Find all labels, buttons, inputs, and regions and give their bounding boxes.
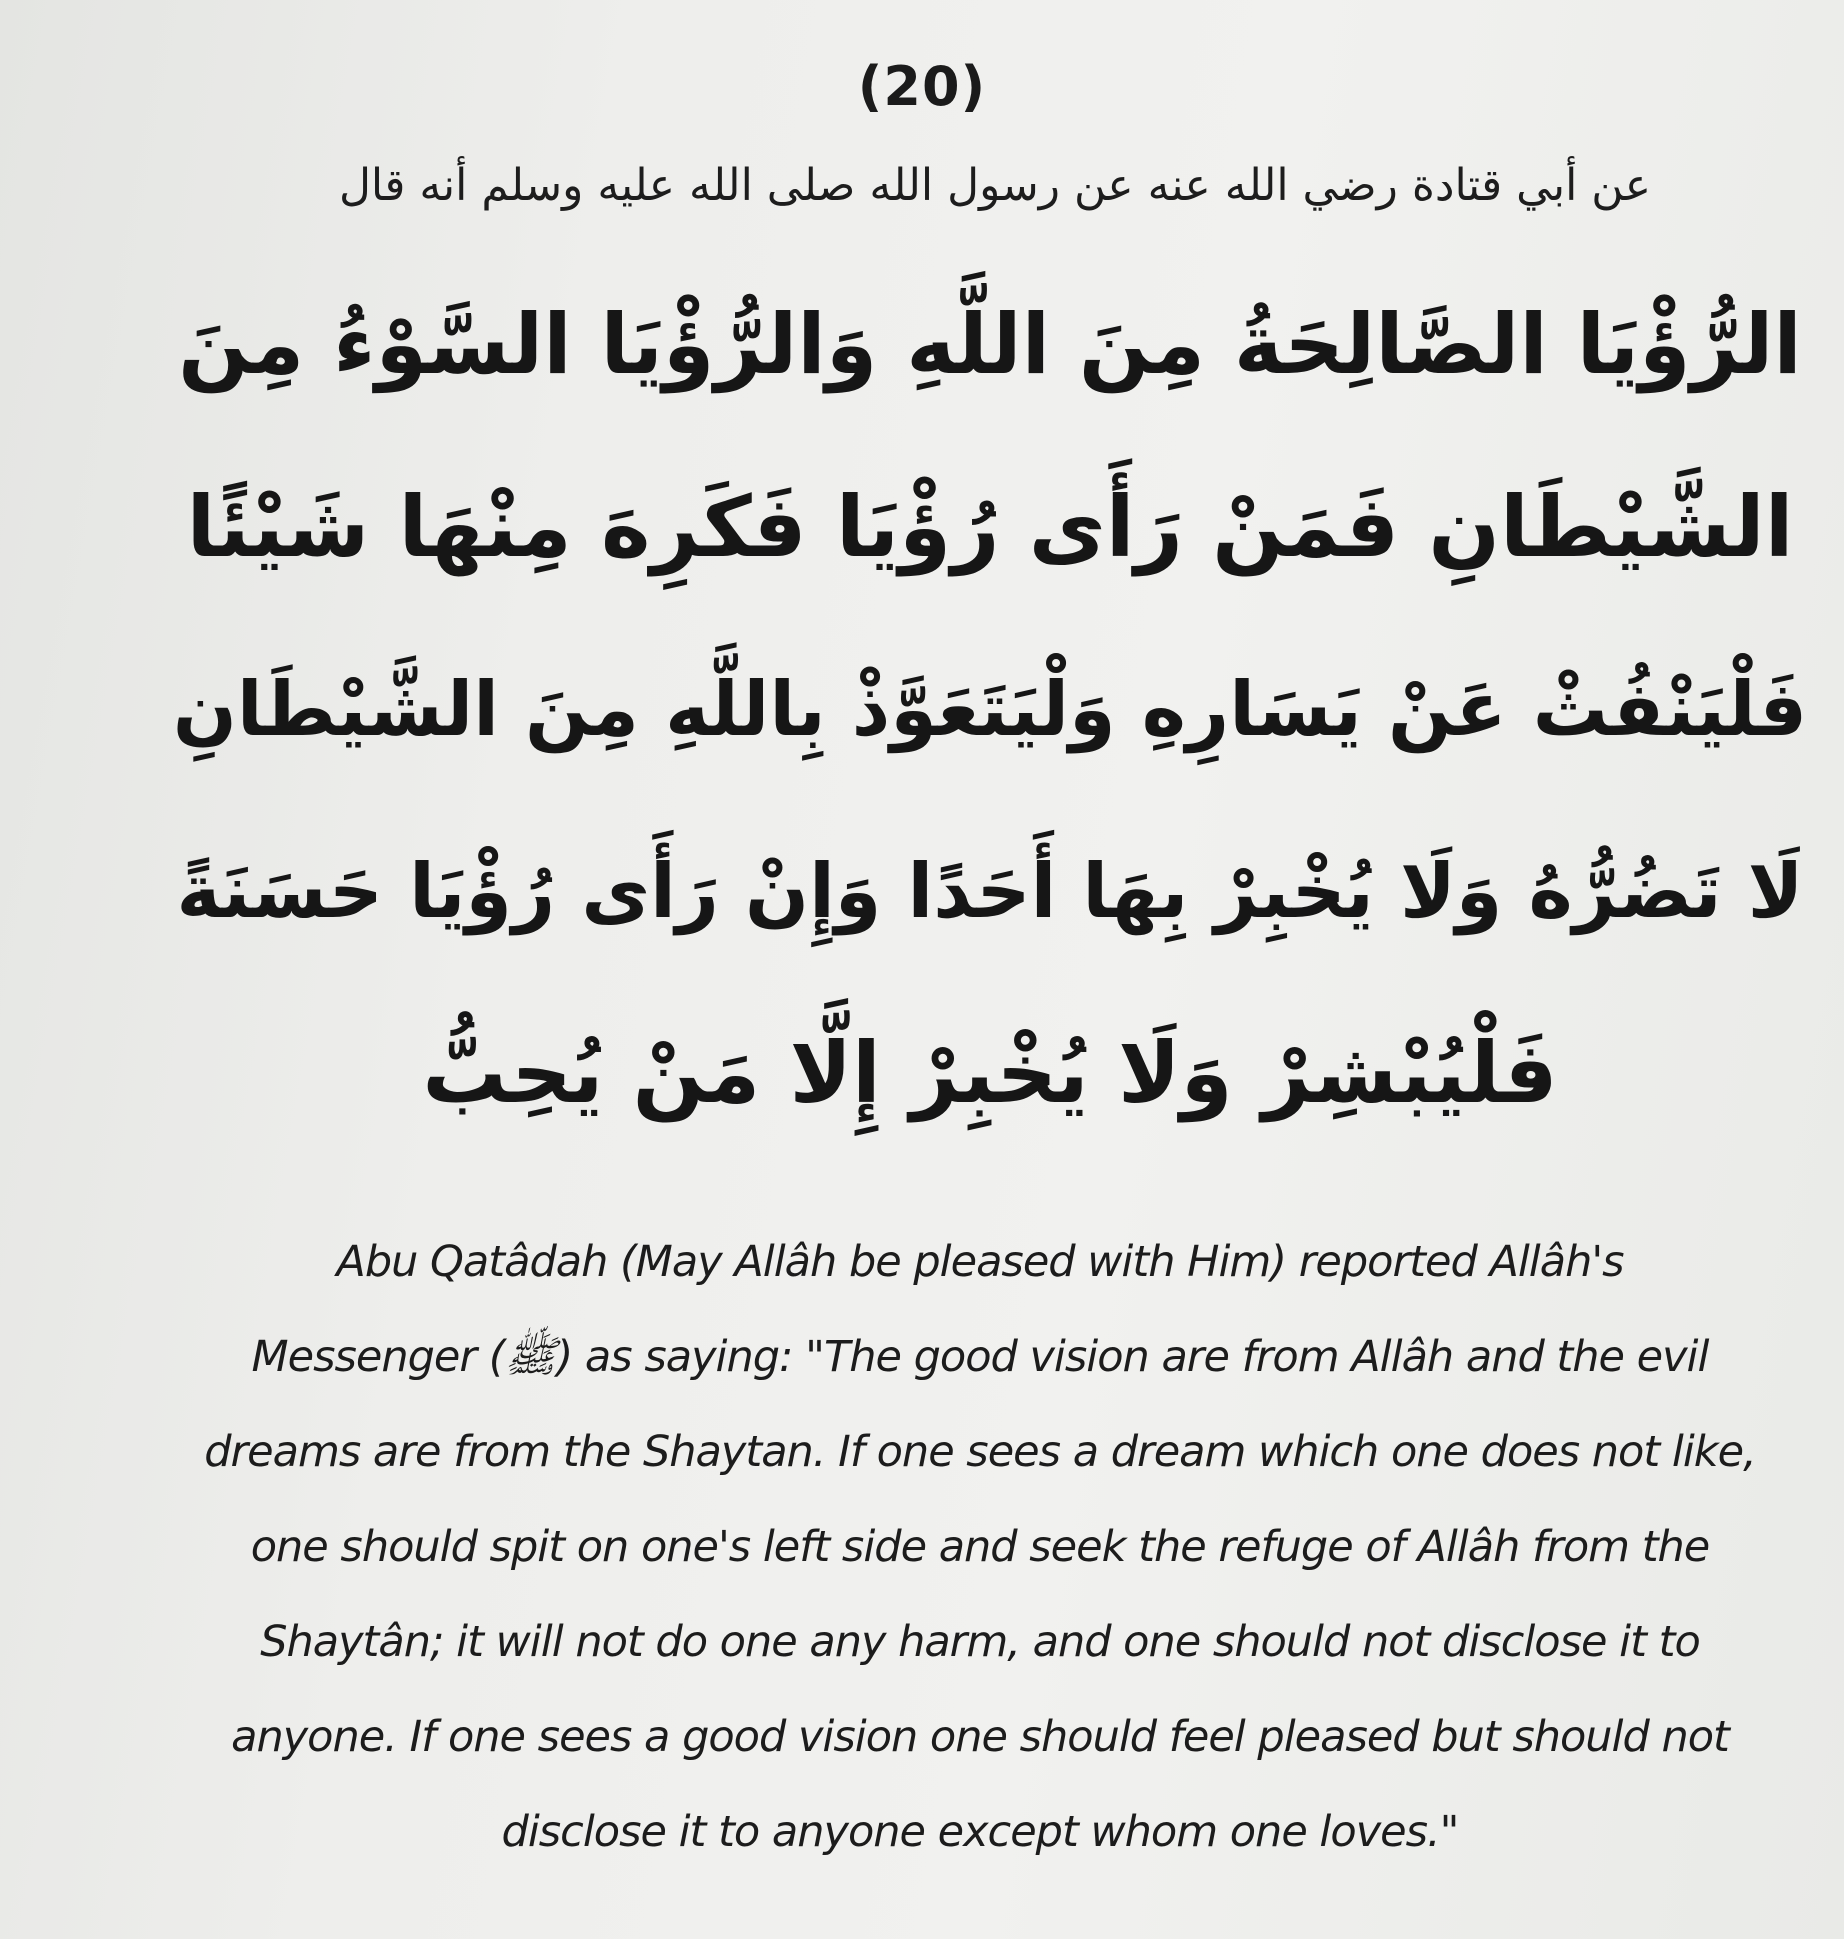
translation-line: one should spit on one's left side and seek the refuge of Allâh from the bbox=[250, 1522, 1710, 1572]
hadith-arabic-text bbox=[170, 270, 1810, 1180]
translation-line: Abu Qatâdah (May Allâh be pleased with Him) reported Allâh's bbox=[336, 1237, 1624, 1287]
hadith-isnad: عن أبي قتادة رضي الله عنه عن رسول الله صلى الله عليه وسلم أنه قال bbox=[338, 160, 1652, 211]
arabic-line: الرُّؤْيَا الصَّالِحَةُ مِنَ اللَّهِ وَالرُّؤْيَا السَّوْءُ مِنَ bbox=[178, 296, 1802, 393]
arabic-line: فَلْيُبْشِرْ وَلَا يُخْبِرْ إِلَّا مَنْ يُحِبُّ bbox=[422, 1024, 1558, 1122]
translation-line: dreams are from the Shaytan. If one sees a dream which one does not like, bbox=[204, 1427, 1756, 1477]
translation-line: Messenger (ﷺ) as saying: "The good vision are from Allâh and the evil bbox=[251, 1332, 1709, 1382]
translation-line: disclose it to anyone except whom one loves." bbox=[501, 1807, 1459, 1857]
arabic-line: فَلْيَنْفُثْ عَنْ يَسَارِهِ وَلْيَتَعَوَّذْ بِاللَّهِ مِنَ الشَّيْطَانِ bbox=[172, 665, 1808, 753]
english-translation bbox=[160, 1215, 1800, 1880]
arabic-line: الشَّيْطَانِ فَمَنْ رَأَى رُؤْيَا فَكَرِهَ مِنْهَا شَيْئًا bbox=[186, 478, 1794, 576]
hadith-number: (20) bbox=[857, 55, 987, 118]
translation-line: Shaytân; it will not do one any harm, and one should not disclose it to bbox=[260, 1617, 1700, 1667]
arabic-line: لَا تَضُرُّهُ وَلَا يُخْبِرْ بِهَا أَحَدًا وَإِنْ رَأَى رُؤْيَا حَسَنَةً bbox=[176, 847, 1804, 935]
translation-line: anyone. If one sees a good vision one should feel pleased but should not bbox=[231, 1712, 1729, 1762]
